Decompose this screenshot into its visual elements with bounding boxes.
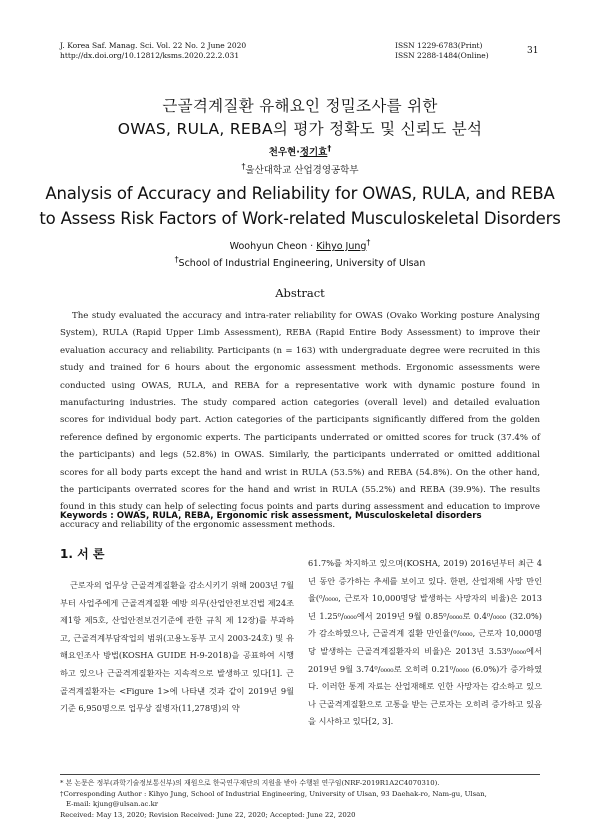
affiliation-mark: †: [241, 162, 245, 171]
korean-title-line-2: OWAS, RULA, REBA의 평가 정확도 및 신뢰도 분석: [0, 117, 600, 139]
email-note[interactable]: E-mail: kjung@ulsan.ac.kr: [60, 799, 540, 810]
doi-link[interactable]: http://dx.doi.org/10.12812/ksms.2020.22.2.031: [60, 51, 246, 61]
abstract-heading: Abstract: [0, 286, 600, 300]
abstract-body: The study evaluated the accuracy and intra-rater reliability for OWAS (Ovako Working posture Analysing System), RULA (Rapid Upper Limb Assessment), REBA (Rapid Entire Body Assessment) to improve their evaluation accuracy and reliability. Participants (n = 163) with undergraduate degree were recruited in this study and trained for 6 hours about the ergonomic assessment methods. Ergonomic assessments were conducted using OWAS, RULA, and REBA for a representative work with dynamic posture found in manufacturing industries. The study compared action categories (overall level) and detailed evaluation scores for individual body part. Action categories of the participants significantly differed from the golden reference defined by ergonomic experts. The participants underrated or omitted scores for truck (37.4% of the participants) and legs (52.8%) in OWAS. Similarly, the participants underrated or omitted additional scores for all body parts except the hand and wrist in RULA (53.5%) and REBA (54.8%). On the other hand, the participants overrated scores for the hand and wrist in RULA (55.2%) and REBA (39.9%). The results found in this study can help of selecting focus points and parts during assessment and education to improve accuracy and reliability of the ergonomic assessment methods.: [60, 308, 540, 534]
corresponding-note: †Corresponding Author : Kihyo Jung, School of Industrial Engineering, University of Ulsan, 93 Daehak-ro, Nam-gu, Ulsan,: [60, 789, 540, 800]
keywords-label: Keywords :: [60, 511, 117, 521]
footnote-divider: [60, 774, 540, 775]
funding-note: * 본 논문은 정부(과학기술정보통신부)의 재원으로 한국연구재단의 지원을 받아 수행된 연구임(NRF-2019R1A2C4070310).: [60, 778, 540, 789]
korean-author-1: 천우현: [269, 147, 297, 158]
english-author-1: Woohyun Cheon: [230, 241, 308, 252]
korean-affiliation: [0, 162, 600, 176]
issn-block: [395, 41, 489, 61]
english-affiliation-text: School of Industrial Engineering, University of Ulsan: [179, 258, 426, 269]
english-author-2: Kihyo Jung: [316, 241, 366, 252]
english-authors: [0, 238, 600, 252]
journal-header: [60, 41, 246, 61]
english-affiliation-mark: †: [175, 255, 179, 264]
corresponding-mark: †: [327, 144, 331, 153]
english-author-separator: ·: [307, 241, 316, 252]
korean-author-separator: ·: [296, 147, 300, 158]
korean-author-2: 정기효: [300, 147, 328, 158]
korean-affiliation-text: 울산대학교 산업경영공학부: [245, 165, 358, 176]
page-number: 31: [527, 46, 538, 56]
keywords: [60, 511, 540, 521]
english-title-line-2: to Assess Risk Factors of Work-related Musculoskeletal Disorders: [0, 209, 600, 228]
introduction-left-column: 근로자의 업무상 근골격계질환을 감소시키기 위해 2003년 7월부터 사업주에게 근골격계질환 예방 의무(산업안전보건법 제24조 제1항 제5호, 산업안전보건기준에 관한 규칙 제 12장)를 부과하고, 근골격계부담작업의 범위(고용노동부 고시 2003-24호) 및 유해요인조사 방법(KOSHA GUIDE H-9-2018)을 공표하여 시행하고 있으나 근골격계질환자는 지속적으로 발생하고 있다[1]. 근골격계질환자는 <Figure 1>에 나타낸 것과 같이 2019년 9월 기준 6,950명으로 업무상 질병자(11,278명)의 약: [60, 577, 294, 718]
introduction-right-column: 61.7%를 차지하고 있으며(KOSHA, 2019) 2016년부터 최근 4년 동안 증가하는 추세를 보이고 있다. 한편, 산업재해 사망 만인율(⁰/₀₀₀₀, 근로자 10,000명당 발생하는 사망자의 비율)은 2013년 1.25⁰/₀₀₀₀에서 2019년 9월 0.85⁰/₀₀₀₀로 0.4⁰/₀₀₀₀ (32.0%)가 감소하였으나, 근골격계 질환 만인율(⁰/₀₀₀₀, 근로자 10,000명당 발생하는 근골격계질환자의 비율)은 2013년 3.53⁰/₀₀₀₀에서 2019년 9월 3.74⁰/₀₀₀₀로 오히려 0.21⁰/₀₀₀₀ (6.0%)가 증가하였다. 이러한 통계 자료는 산업재해로 인한 사망자는 감소하고 있으나 근골격계질환으로 고통을 받는 근로자는 오히려 증가하고 있음을 시사하고 있다[2, 3].: [308, 555, 542, 731]
issn-print: ISSN 1229-6783(Print): [395, 41, 489, 51]
section-heading-introduction: 1. 서 론: [60, 545, 104, 562]
korean-title-line-1: 근골격계질환 유해요인 정밀조사를 위한: [0, 94, 600, 116]
keywords-list: OWAS, RULA, REBA, Ergonomic risk assessment, Musculoskeletal disorders: [117, 511, 482, 521]
english-title-line-1: Analysis of Accuracy and Reliability for OWAS, RULA, and REBA: [0, 184, 600, 203]
issn-online: ISSN 2288-1484(Online): [395, 51, 489, 61]
received-dates: Received: May 13, 2020; Revision Received: June 22, 2020; Accepted: June 22, 2020: [60, 810, 540, 820]
english-corresponding-mark: †: [366, 238, 370, 247]
korean-authors: [0, 144, 600, 158]
journal-citation: J. Korea Saf. Manag. Sci. Vol. 22 No. 2 June 2020: [60, 41, 246, 51]
english-affiliation: [0, 255, 600, 269]
